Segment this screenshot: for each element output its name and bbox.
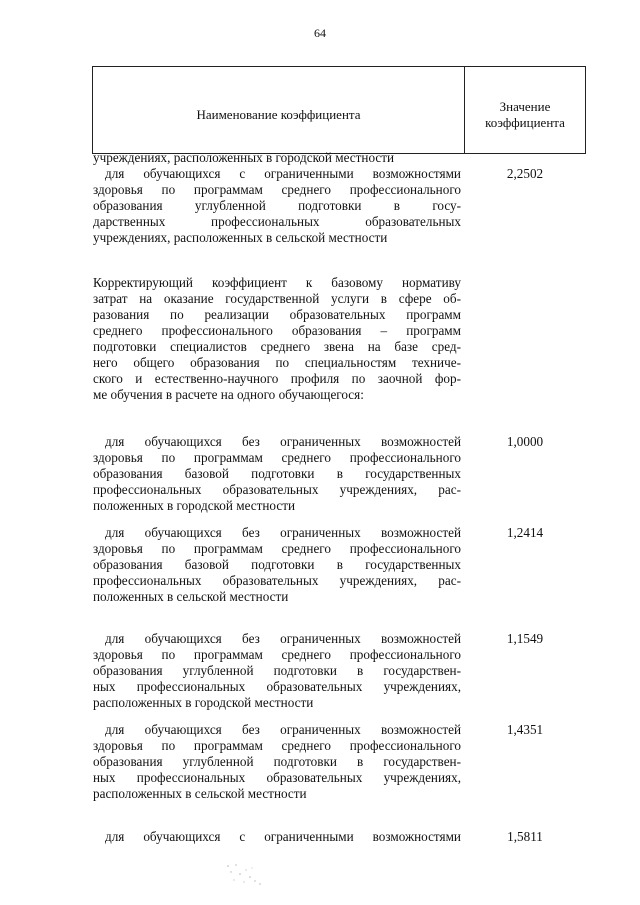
table-row xyxy=(93,722,461,802)
scan-artifact-mark xyxy=(222,862,266,888)
row-text-line: Корректирующий коэффициент к базовому нормативу xyxy=(93,275,461,290)
row-text-line: затрат на оказание государственной услуги в сфере об- xyxy=(93,291,461,306)
row-text-line: здоровья по программам среднего профессионального xyxy=(93,182,461,197)
table-row xyxy=(93,434,461,514)
row-text-line: профессиональных образовательных учреждениях, рас- xyxy=(93,573,461,588)
row-text-line: для обучающихся без ограниченных возможностей xyxy=(105,525,461,540)
row-text-line: здоровья по программам среднего профессионального xyxy=(93,450,461,465)
row-text-line: образования углубленной подготовки в государствен- xyxy=(93,754,461,769)
header-value-line: Значение xyxy=(499,99,551,114)
row-text-line: образования базовой подготовки в государственных xyxy=(93,557,461,572)
header-value-line: коэффициента xyxy=(485,115,565,130)
row-text-line: ных профессиональных образовательных учреждениях, xyxy=(93,770,461,785)
row-text-line: профессиональных образовательных учреждениях, рас- xyxy=(93,482,461,497)
row-text-line: здоровья по программам среднего профессионального xyxy=(93,647,461,662)
row-text-line: образования углубленной подготовки в госу- xyxy=(93,198,461,213)
row-text-line: дарственных профессиональных образовательных xyxy=(93,214,461,229)
row-text-line: здоровья по программам среднего профессионального xyxy=(93,541,461,556)
coefficient-value: 1,2414 xyxy=(506,525,544,540)
row-text-line: для обучающихся без ограниченных возможностей xyxy=(105,631,461,646)
row-text-line: для обучающихся с ограниченными возможностями xyxy=(105,166,461,181)
row-text-line: для обучающихся без ограниченных возможностей xyxy=(105,434,461,449)
coefficient-value: 1,4351 xyxy=(506,722,544,737)
row-text-line: положенных в городской местности xyxy=(93,498,296,513)
table-row xyxy=(93,829,461,845)
row-text-line: подготовки специалистов среднего звена на базе сред- xyxy=(93,339,461,354)
table-row-continuation xyxy=(93,150,461,166)
page-number: 64 xyxy=(314,26,326,40)
table-header xyxy=(92,66,586,154)
row-text-line: среднего профессионального образования – программ xyxy=(93,323,461,338)
table-row-heading xyxy=(93,275,461,403)
row-text-line: ского и естественно-научного профиля по заочной фор- xyxy=(93,371,461,386)
coefficient-value: 1,1549 xyxy=(506,631,544,646)
row-text-line: для обучающихся без ограниченных возможностей xyxy=(105,722,461,737)
row-text-line: здоровья по программам среднего профессионального xyxy=(93,738,461,753)
row-text-line: него общего образования по специальностям техниче- xyxy=(93,355,461,370)
row-text-line: образования базовой подготовки в государственных xyxy=(93,466,461,481)
table-row xyxy=(93,166,461,246)
row-text-line: расположенных в сельской местности xyxy=(93,786,307,801)
coefficient-value: 1,5811 xyxy=(507,829,543,844)
row-text-line: учреждениях, расположенных в сельской местности xyxy=(93,230,388,245)
row-text-line: учреждениях, расположенных в городской местности xyxy=(93,150,395,165)
header-coefficient-name: Наименование коэффициента xyxy=(93,67,465,153)
row-text-line: ме обучения в расчете на одного обучающегося: xyxy=(93,387,364,402)
row-text-line: расположенных в городской местности xyxy=(93,695,314,710)
row-text-line: положенных в сельской местности xyxy=(93,589,289,604)
row-text-line: разования по реализации образовательных программ xyxy=(93,307,461,322)
row-text-line: ных профессиональных образовательных учреждениях, xyxy=(93,679,461,694)
coefficient-value: 1,0000 xyxy=(506,434,544,449)
header-coefficient-value xyxy=(465,67,585,153)
row-text-line: образования углубленной подготовки в государствен- xyxy=(93,663,461,678)
coefficient-value: 2,2502 xyxy=(506,166,544,181)
row-text-line: для обучающихся с ограниченными возможностями xyxy=(105,829,461,844)
table-row xyxy=(93,525,461,605)
table-row xyxy=(93,631,461,711)
